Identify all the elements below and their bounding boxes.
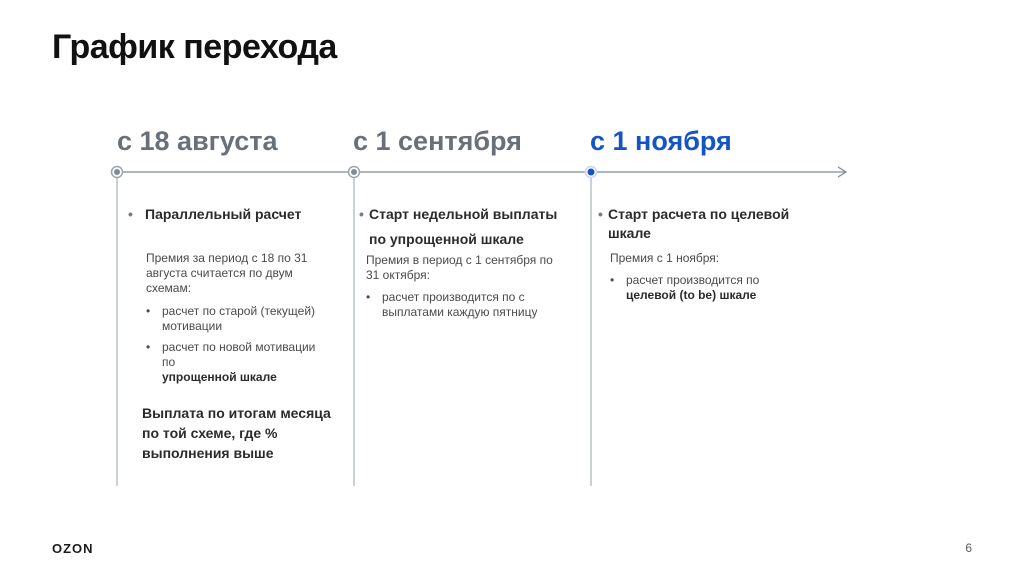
phase-heading-line2: по упрощенной шкале — [369, 231, 524, 247]
phase-description: Премия в период с 1 сентября по 31 октября: — [366, 253, 553, 282]
phase-summary: Выплата по итогам месяца по той схеме, где % выполнения выше — [142, 405, 331, 461]
bullet-emphasis: целевой (to be) шкале — [626, 288, 757, 302]
ozon-logo: OZON — [52, 541, 94, 556]
bullet-text: расчет по старой (текущей) мотивации — [162, 304, 316, 333]
bullet-icon: • — [366, 290, 371, 304]
list-item — [146, 340, 316, 385]
phase-heading-text: Старт расчета по целевой — [608, 206, 790, 222]
page-number: 6 — [965, 541, 972, 555]
slide-title: График перехода — [52, 28, 337, 66]
bullet-text: расчет по новой мотивации по — [162, 340, 316, 369]
phase-column-nov1 — [598, 203, 818, 309]
phase-column-sep1 — [359, 203, 579, 326]
bullet-text-wrap — [162, 340, 316, 385]
phase-heading-text: Старт недельной выплаты — [369, 206, 558, 222]
bullet-text-wrap — [626, 273, 759, 303]
timeline-marker-3-core — [588, 169, 595, 176]
bullet-text: расчет производится по с выплатами каждую пятницу — [382, 290, 538, 319]
phase-bullet-list — [366, 290, 561, 320]
bullet-text: расчет производится по — [626, 273, 760, 287]
phase-label-nov1: с 1 ноября — [590, 126, 732, 156]
phase-column-aug18 — [128, 203, 333, 463]
list-item — [610, 273, 800, 303]
bullet-icon: • — [146, 304, 151, 318]
bullet-dot-icon: • — [598, 206, 603, 222]
phase-heading — [128, 203, 333, 225]
list-item — [146, 304, 316, 334]
phase-heading-text: Параллельный расчет — [145, 206, 302, 222]
bullet-emphasis: упрощенной шкале — [162, 370, 277, 384]
bullet-dot-icon: • — [128, 206, 133, 222]
phase-description: Премия с 1 ноября: — [610, 251, 720, 265]
phase-bullet-list — [610, 273, 800, 303]
bullet-icon: • — [146, 340, 151, 354]
phase-bullet-list — [146, 304, 316, 385]
phase-description: Премия за период с 18 по 31 августа считается по двум схемам: — [146, 251, 308, 295]
timeline-marker-1-core — [114, 169, 120, 175]
timeline-marker-2-core — [351, 169, 357, 175]
list-item — [366, 290, 561, 320]
bullet-icon: • — [610, 273, 615, 287]
phase-heading-line2: шкале — [608, 225, 651, 241]
bullet-dot-icon: • — [359, 206, 364, 222]
phase-heading — [598, 203, 818, 225]
phase-label-sep1: с 1 сентября — [353, 126, 522, 156]
phase-label-aug18: с 18 августа — [117, 126, 278, 156]
phase-heading — [359, 203, 579, 225]
